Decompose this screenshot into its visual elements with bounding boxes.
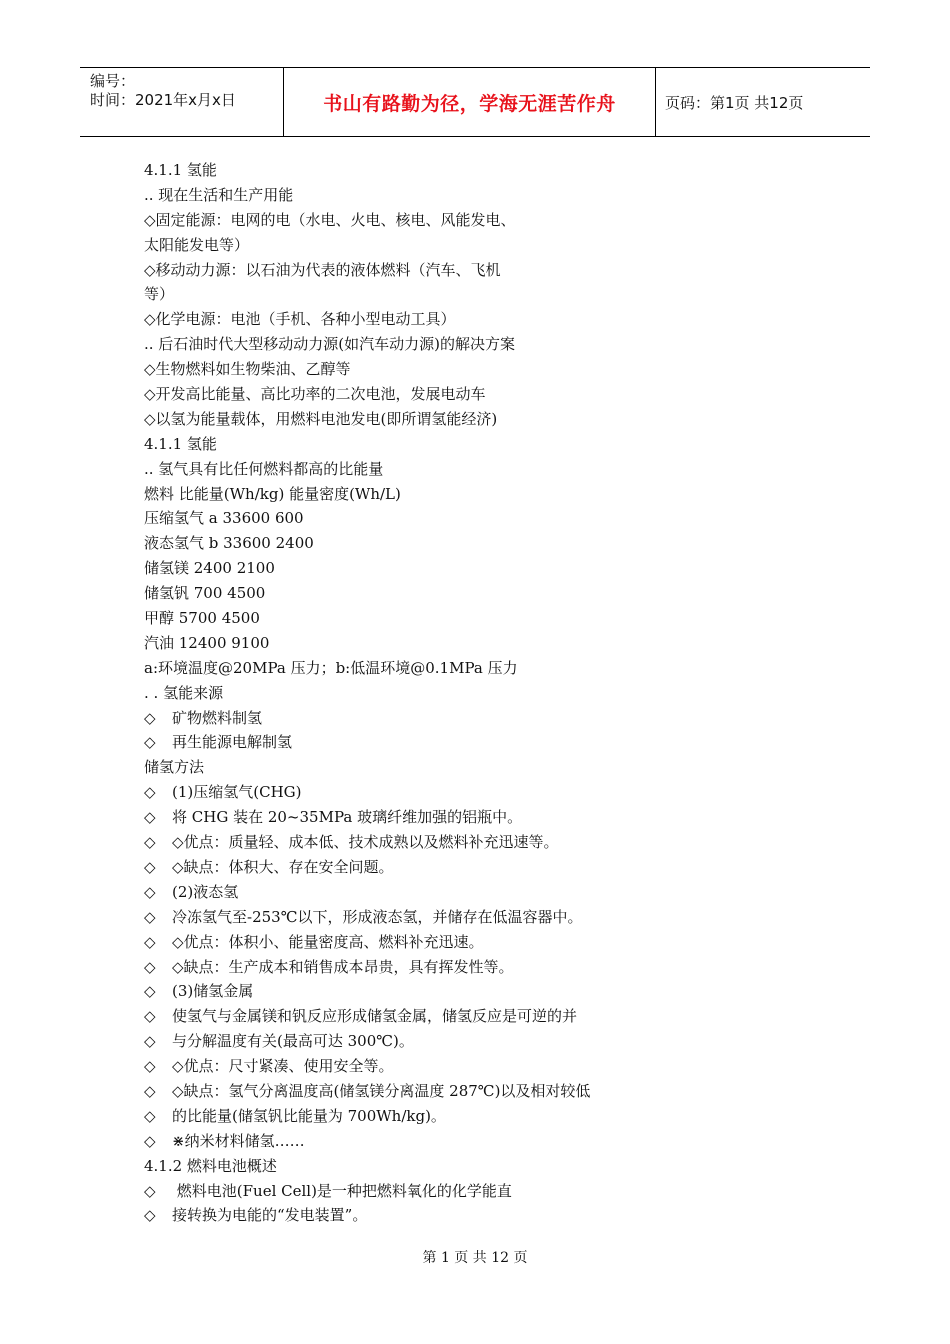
text-line: ◇化学电源：电池（手机、各种小型电动工具） [144,310,456,329]
text-line: 汽油 12400 9100 [144,633,270,652]
text-line: ◇固定能源：电网的电（水电、火电、核电、风能发电、 [144,210,516,229]
diamond-bullet-icon: ◇ [144,882,156,901]
bullet-text: (2)液态氢 [172,882,239,901]
bullet-line [144,730,664,755]
text-line: ◇生物燃料如生物柴油、乙醇等 [144,360,351,379]
diamond-bullet-icon: ◇ [144,808,156,827]
bullet-line [144,905,664,930]
bullet-text: (1)压缩氢气(CHG) [172,783,302,802]
bullet-text: ◇缺点：氢气分离温度高(储氢镁分离温度 287℃)以及相对较低 [172,1081,591,1100]
diamond-bullet-icon: ◇ [144,783,156,802]
bullet-text: 矿物燃料制氢 [172,708,263,727]
page-footer [0,1247,950,1267]
diamond-bullet-icon: ◇ [144,1131,156,1150]
bullet-line [144,830,664,855]
text-line: 4.1.2 燃料电池概述 [144,1156,277,1175]
text-line: 燃料 比能量(Wh/kg) 能量密度(Wh/L) [144,484,401,503]
bullet-text: ◇优点：尺寸紧凑、使用安全等。 [172,1057,394,1076]
diamond-bullet-icon: ◇ [144,1181,156,1200]
time-label: 时间：2021年x月x日 [90,91,236,109]
bullet-line [144,855,664,880]
text-line: .. 氢气具有比任何燃料都高的比能量 [144,459,384,478]
bullet-line [144,955,664,980]
bullet-text: 将 CHG 装在 20~35MPa 玻璃纤维加强的铝瓶中。 [172,808,523,827]
bullet-line [144,880,664,905]
diamond-bullet-icon: ◇ [144,833,156,852]
diamond-bullet-icon: ◇ [144,1081,156,1100]
bullet-text: ⋇纳米材料储氢…… [172,1131,305,1150]
page-info-cell [656,68,870,136]
bullet-text: 冷冻氢气至-253℃以下，形成液态氢，并储存在低温容器中。 [172,907,583,926]
text-line: 压缩氢气 a 33600 600 [144,509,304,528]
motto-cell [284,68,656,136]
text-line: 4.1.1 氢能 [144,161,217,179]
text-line: 4.1.1 氢能 [144,434,217,453]
diamond-bullet-icon: ◇ [144,1007,156,1026]
bullet-text: ◇缺点：生产成本和销售成本昂贵，具有挥发性等。 [172,957,514,976]
diamond-bullet-icon: ◇ [144,1057,156,1076]
bullet-line [144,805,664,830]
bullet-line [144,1104,664,1129]
diamond-bullet-icon: ◇ [144,733,156,752]
page-info: 页码：第1页 共12页 [665,93,804,112]
bullet-text: ◇优点：体积小、能量密度高、燃料补充迅速。 [172,932,484,951]
text-line: ◇开发高比能量、高比功率的二次电池，发展电动车 [144,385,486,404]
bullet-text: (3)储氢金属 [172,982,254,1001]
bullet-line [144,1203,664,1228]
text-line: 等） [144,285,175,304]
bullet-line [144,706,664,731]
header-table [80,67,870,137]
text-line: 太阳能发电等） [144,235,250,254]
diamond-bullet-icon: ◇ [144,1032,156,1051]
bullet-text: 再生能源电解制氢 [172,733,293,752]
number-label: 编号： [90,72,136,90]
bullet-line [144,1079,664,1104]
bullet-text: 与分解温度有关(最高可达 300℃)。 [172,1032,414,1051]
text-line: 储氢钒 700 4500 [144,584,266,603]
text-line: 储氢方法 [144,758,205,777]
diamond-bullet-icon: ◇ [144,932,156,951]
text-line: . . 氢能来源 [144,683,224,702]
header-meta-cell [80,68,284,136]
text-line: 液态氢气 b 33600 2400 [144,534,314,553]
bullet-text: ◇缺点：体积大、存在安全问题。 [172,857,394,876]
diamond-bullet-icon: ◇ [144,1106,156,1125]
bullet-text: 的比能量(储氢钒比能量为 700Wh/kg)。 [172,1106,446,1125]
diamond-bullet-icon: ◇ [144,1206,156,1225]
motto-text: 书山有路勤为径，学海无涯苦作舟 [323,92,616,115]
bullet-line [144,979,664,1004]
bullet-line [144,1179,664,1204]
bullet-line [144,1054,664,1079]
bullet-text: ◇优点：质量轻、成本低、技术成熟以及燃料补充迅速等。 [172,833,559,852]
bullet-line [144,1029,664,1054]
bullet-text: 使氢气与金属镁和钒反应形成储氢金属，储氢反应是可逆的并 [172,1007,578,1026]
diamond-bullet-icon: ◇ [144,857,156,876]
footer-page-text: 第 1 页 共 12 页 [422,1250,528,1266]
diamond-bullet-icon: ◇ [144,957,156,976]
bullet-text: 接转换为电能的“发电装置”。 [172,1206,368,1225]
diamond-bullet-icon: ◇ [144,708,156,727]
bullet-line [144,780,664,805]
diamond-bullet-icon: ◇ [144,907,156,926]
bullet-line [144,1004,664,1029]
document-body [144,158,664,1228]
text-line: 甲醇 5700 4500 [144,609,260,628]
text-line: .. 后石油时代大型移动动力源(如汽车动力源)的解决方案 [144,335,516,354]
text-line: 储氢镁 2400 2100 [144,559,275,578]
bullet-text: 燃料电池(Fuel Cell)是一种把燃料氧化的化学能直 [172,1181,512,1200]
text-line: ◇移动动力源：以石油为代表的液体燃料（汽车、飞机 [144,260,501,279]
text-line: .. 现在生活和生产用能 [144,185,294,204]
text-line: a:环境温度@20MPa 压力；b:低温环境@0.1MPa 压力 [144,658,518,677]
diamond-bullet-icon: ◇ [144,982,156,1001]
text-line: ◇以氢为能量载体，用燃料电池发电(即所谓氢能经济) [144,409,498,428]
bullet-line [144,1129,664,1154]
bullet-line [144,930,664,955]
